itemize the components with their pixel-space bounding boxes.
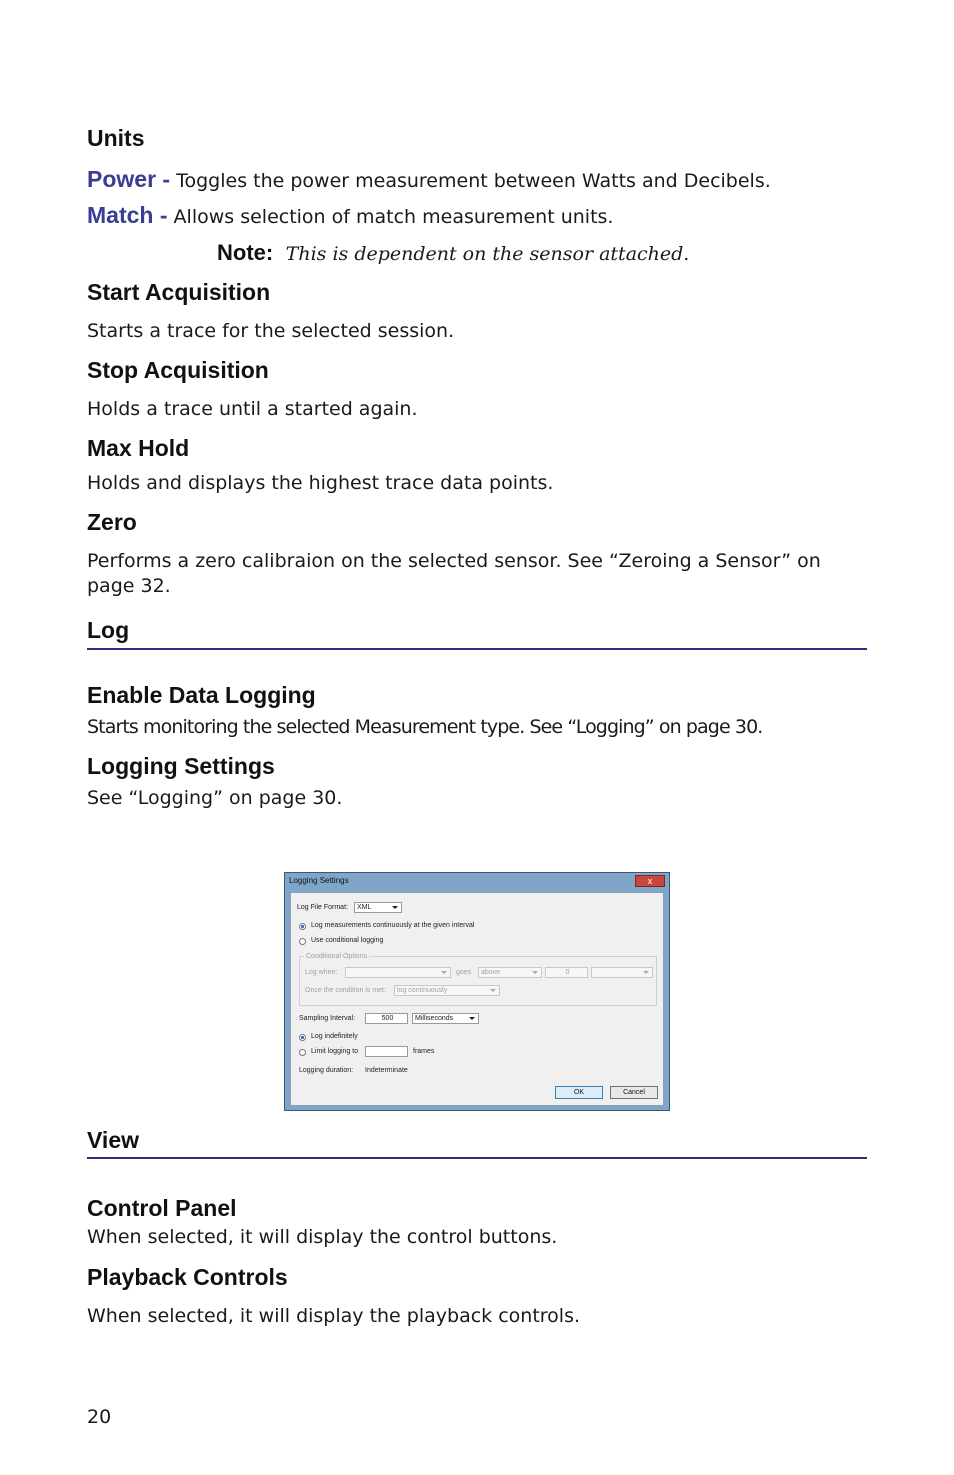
- chevron-down-icon: [441, 971, 447, 974]
- playback-controls-text: When selected, it will display the playback controls.: [87, 1305, 581, 1327]
- dialog-title: Logging Settings: [289, 876, 349, 885]
- chevron-down-icon: [392, 906, 398, 909]
- sampling-unit-value: Milliseconds: [415, 1015, 454, 1022]
- threshold-unit-select[interactable]: [591, 967, 653, 978]
- zero-heading: Zero: [87, 509, 137, 535]
- radio-log-continuously-label: Log measurements continuously at the given interval: [311, 922, 475, 929]
- logging-settings-dialog: [284, 872, 670, 1111]
- control-panel-heading: Control Panel: [87, 1195, 237, 1221]
- sampling-interval-label: Sampling Interval:: [299, 1015, 356, 1022]
- radio-limit-logging[interactable]: [299, 1049, 306, 1056]
- logging-duration-label: Logging duration:: [299, 1067, 354, 1074]
- stop-acquisition-text: Holds a trace until a started again.: [87, 398, 418, 420]
- max-hold-heading: Max Hold: [87, 435, 190, 461]
- radio-conditional-logging[interactable]: [299, 938, 306, 945]
- match-keyword: Match -: [87, 202, 168, 228]
- goes-value: above: [481, 969, 501, 976]
- chevron-down-icon: [643, 971, 649, 974]
- chevron-down-icon: [469, 1017, 475, 1020]
- log-section-heading: Log: [87, 617, 130, 643]
- close-icon[interactable]: x: [635, 875, 665, 887]
- chevron-down-icon: [532, 971, 538, 974]
- view-section-heading: View: [87, 1127, 139, 1153]
- logging-settings-text: See “Logging” on page 30.: [87, 787, 343, 809]
- once-condition-value: log continuously: [397, 987, 448, 994]
- match-description: Allows selection of match measurement units.: [167, 206, 614, 228]
- chevron-down-icon: [490, 989, 496, 992]
- once-condition-select[interactable]: [394, 985, 500, 996]
- radio-limit-logging-label: Limit logging to: [311, 1048, 359, 1055]
- conditional-options-group: [299, 956, 657, 1006]
- control-panel-text: When selected, it will display the control buttons.: [87, 1226, 558, 1248]
- ok-button[interactable]: OK: [555, 1086, 603, 1099]
- radio-log-continuously[interactable]: [299, 923, 306, 930]
- view-section-rule: [87, 1157, 867, 1159]
- match-entry: [87, 202, 613, 229]
- zero-text-line2: page 32.: [87, 575, 171, 597]
- enable-data-logging-heading: Enable Data Logging: [87, 682, 316, 708]
- playback-controls-heading: Playback Controls: [87, 1264, 288, 1290]
- goes-select[interactable]: [478, 967, 542, 978]
- log-file-format-label: Log File Format:: [297, 904, 348, 911]
- log-when-select[interactable]: [345, 967, 451, 978]
- units-heading: Units: [87, 125, 145, 151]
- enable-data-logging-text: Starts monitoring the selected Measurement type. See “Logging” on page 30.: [87, 716, 763, 738]
- zero-text-line1: Performs a zero calibraion on the selected sensor. See “Zeroing a Sensor” on: [87, 550, 821, 572]
- dialog-body: [290, 892, 664, 1106]
- note-label: Note:: [217, 240, 274, 265]
- conditional-options-label: Conditional Options: [306, 953, 368, 960]
- goes-label: goes: [456, 969, 472, 976]
- logging-duration-value: Indeterminate: [365, 1067, 408, 1074]
- threshold-input[interactable]: 0: [545, 967, 588, 978]
- sampling-unit-select[interactable]: [412, 1013, 479, 1024]
- sampling-interval-input[interactable]: 500: [365, 1013, 408, 1024]
- page-number: 20: [87, 1406, 112, 1428]
- power-description: Toggles the power measurement between Watts and Decibels.: [170, 170, 771, 192]
- note-text: This is dependent on the sensor attached.: [285, 243, 690, 265]
- note: [217, 240, 689, 266]
- limit-frames-input[interactable]: [365, 1046, 408, 1057]
- radio-conditional-logging-label: Use conditional logging: [311, 937, 384, 944]
- log-when-label: Log when:: [305, 969, 338, 976]
- power-entry: [87, 166, 771, 193]
- once-condition-label: Once the condition is met:: [305, 987, 386, 994]
- max-hold-text: Holds and displays the highest trace data points.: [87, 472, 554, 494]
- start-acquisition-text: Starts a trace for the selected session.: [87, 320, 455, 342]
- log-section-rule: [87, 648, 867, 650]
- frames-label: frames: [413, 1048, 435, 1055]
- radio-log-indefinitely-label: Log indefinitely: [311, 1033, 358, 1040]
- radio-log-indefinitely[interactable]: [299, 1034, 306, 1041]
- start-acquisition-heading: Start Acquisition: [87, 279, 271, 305]
- cancel-button[interactable]: Cancel: [610, 1086, 658, 1099]
- log-file-format-value: XML: [357, 904, 372, 911]
- log-file-format-select[interactable]: [354, 902, 402, 913]
- power-keyword: Power -: [87, 166, 171, 192]
- stop-acquisition-heading: Stop Acquisition: [87, 357, 269, 383]
- logging-settings-heading: Logging Settings: [87, 753, 275, 779]
